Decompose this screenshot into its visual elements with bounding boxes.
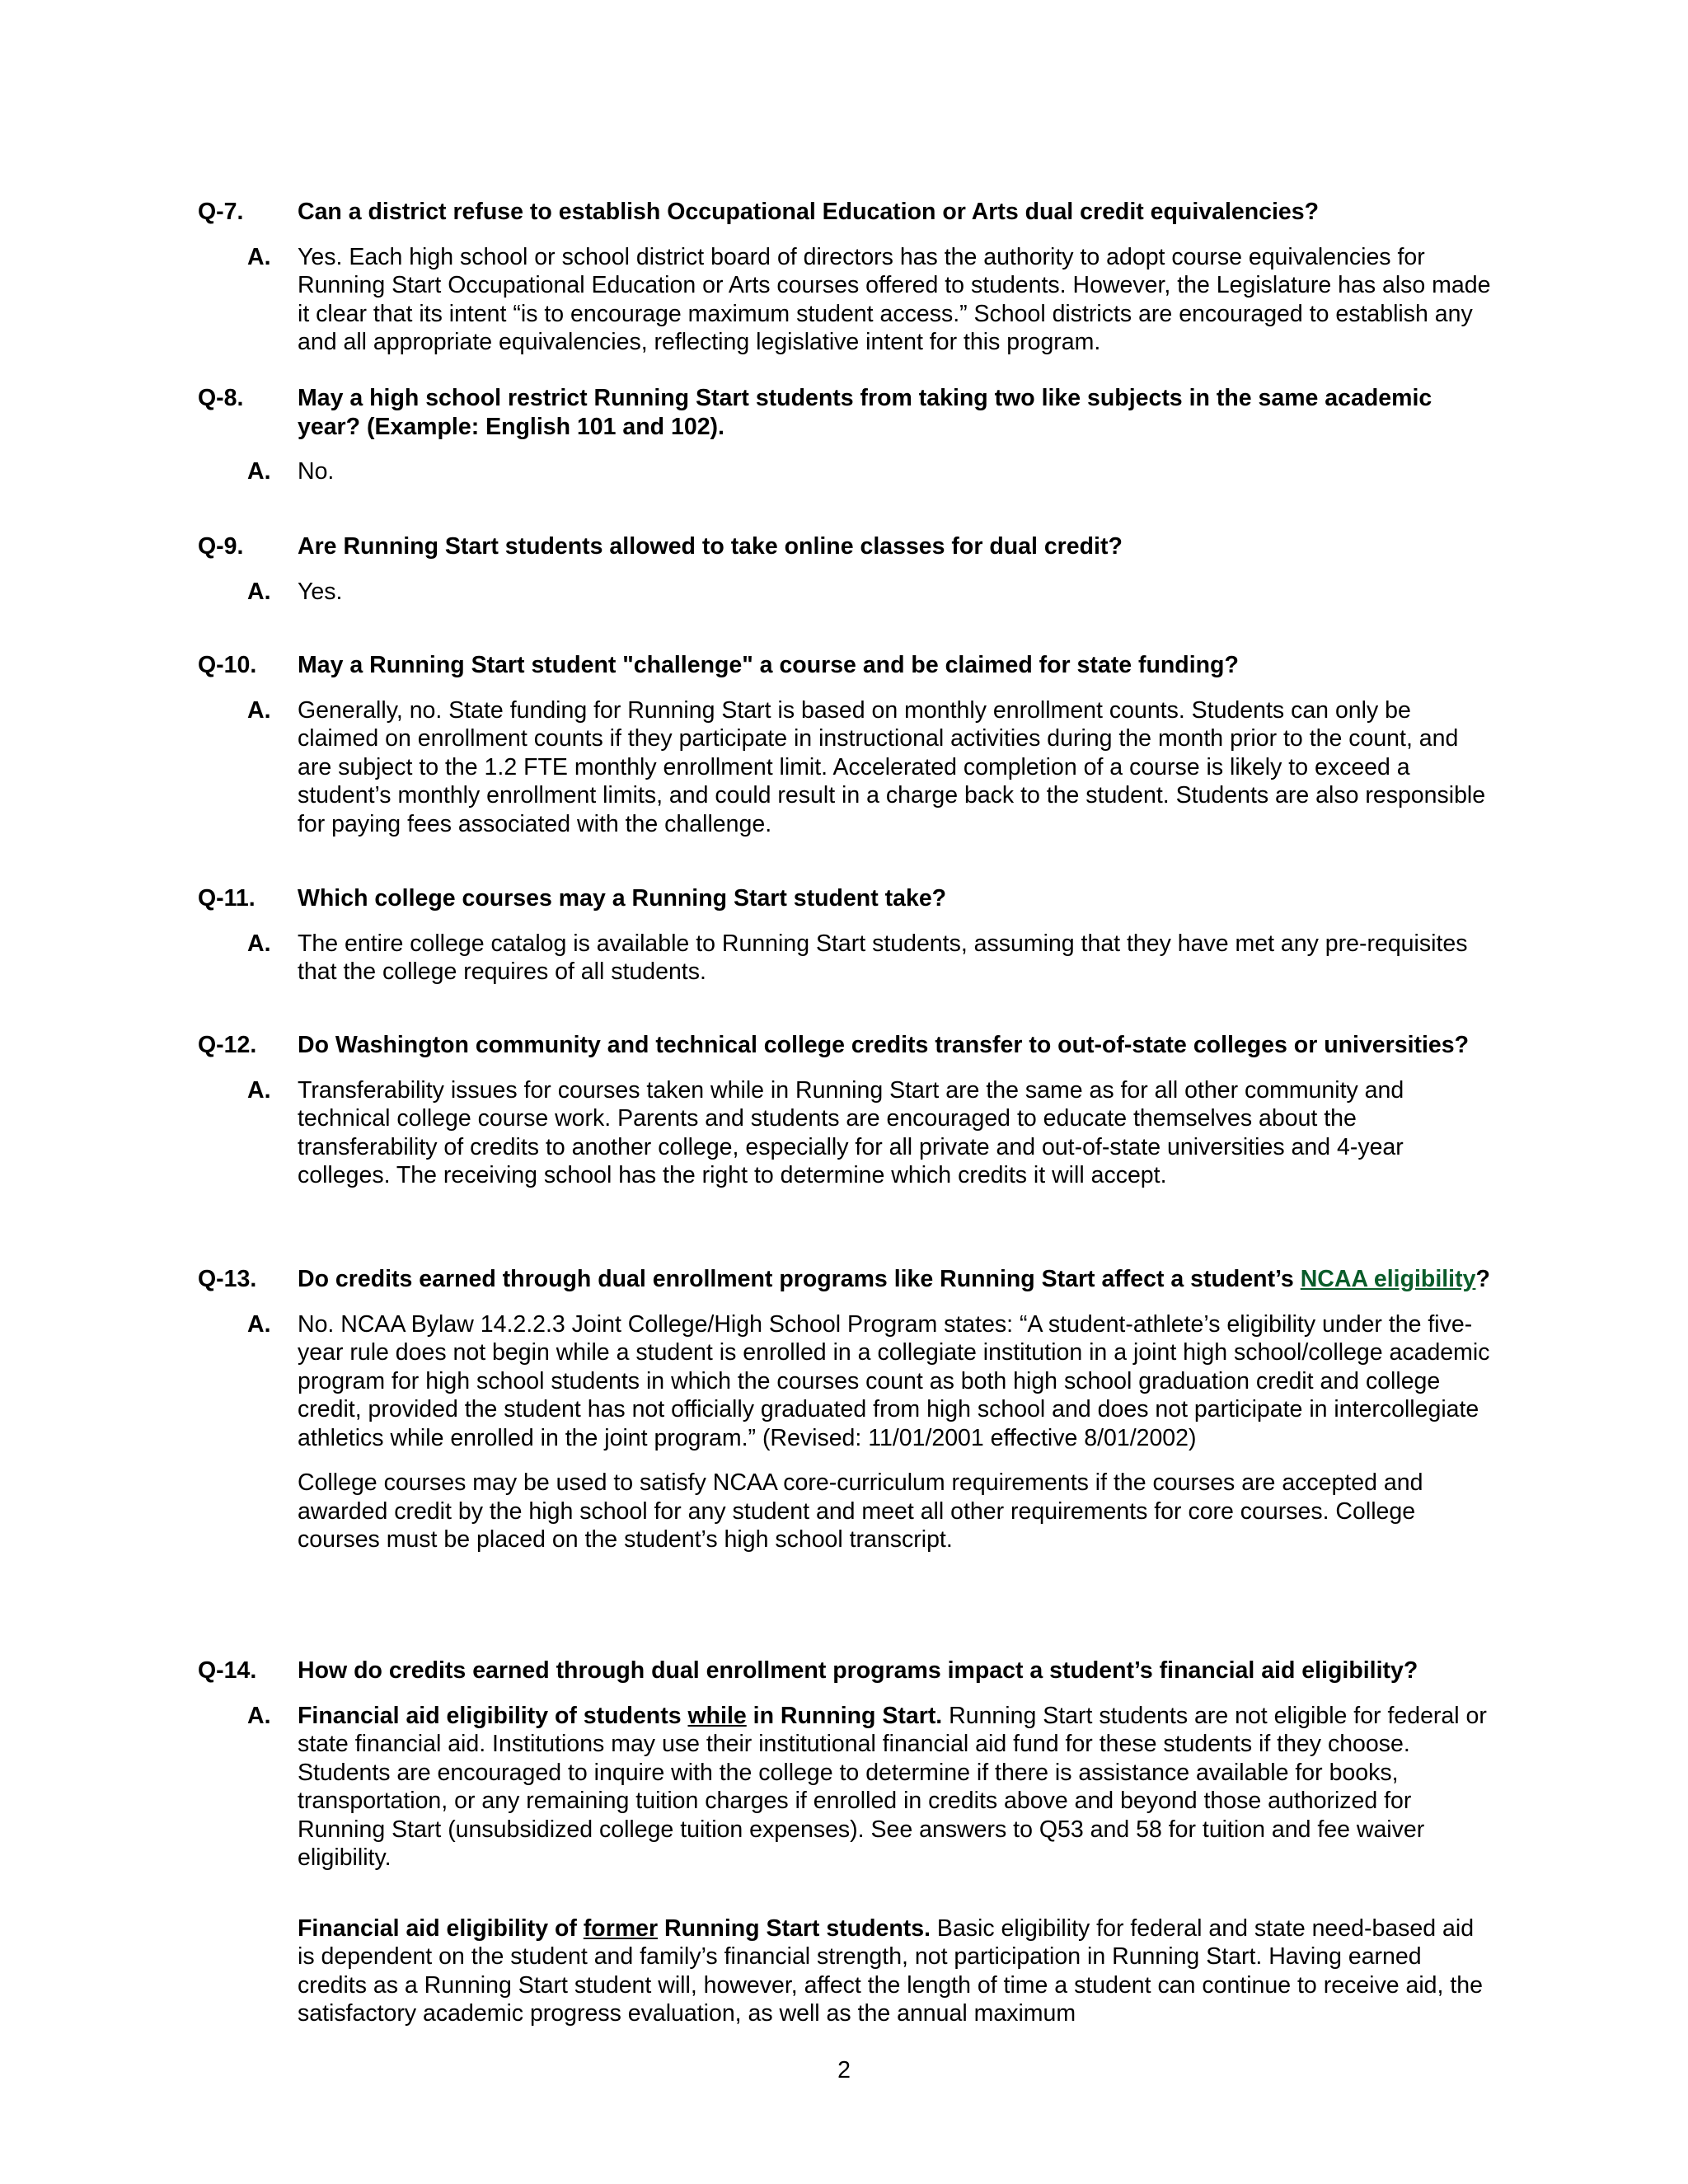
paragraph-heading bbox=[298, 1703, 942, 1729]
heading-text: Financial aid eligibility of students bbox=[298, 1702, 688, 1729]
question bbox=[0, 532, 1688, 561]
answer bbox=[0, 1076, 1688, 1190]
question-text-start: Do credits earned through dual enrollment programs like Running Start affect a student’s bbox=[298, 1266, 1301, 1292]
answer-text: Generally, no. State funding for Running Start is based on monthly enrollment counts. Students can only be claimed on enrollment counts if they participate in instructional activities during the month prior to the count, and are subject to the 1.2 FTE monthly enrollment limit. Accelerated completion of a course is likely to exceed a student’s monthly enrollment limits, and could result in a charge back to the student. Students are also responsible for paying fees associated with the challenge. bbox=[298, 696, 1486, 837]
question bbox=[0, 384, 1688, 441]
answer-label: A. bbox=[247, 458, 271, 485]
heading-text: Financial aid eligibility of bbox=[298, 1915, 584, 1942]
question bbox=[0, 884, 1688, 913]
question bbox=[0, 1657, 1688, 1685]
qa-item-q7 bbox=[0, 198, 1688, 357]
question-number: Q-14. bbox=[198, 1657, 257, 1684]
answer-text: No. bbox=[298, 458, 335, 485]
heading-underlined: former bbox=[583, 1915, 659, 1942]
answer-paragraph: No. NCAA Bylaw 14.2.2.3 Joint College/High School Program states: “A student-athlete’s eligibility under the five-year rule does not begin while a student is enrolled in a collegiate institution in a joint high school/college academic program for high school students in which the courses count as both high school graduation credit and college credit, provided the student has not officially graduated from high school and does not participate in intercollegiate athletics while enrolled in the joint program.” (Revised: 11/01/2001 effective 8/01/2002) bbox=[298, 1310, 1490, 1451]
heading-text: in Running Start. bbox=[746, 1702, 943, 1729]
question bbox=[0, 1031, 1688, 1060]
answer-label: A. bbox=[247, 1702, 271, 1729]
question-text: May a high school restrict Running Start students from taking two like subjects in the same academic year? (Example: English 101 and 102). bbox=[298, 385, 1432, 440]
question bbox=[0, 651, 1688, 680]
question-number: Q-13. bbox=[198, 1266, 257, 1292]
question-number: Q-8. bbox=[198, 385, 244, 411]
answer-label: A. bbox=[247, 696, 271, 724]
answer-label: A. bbox=[247, 1310, 271, 1338]
question-number: Q-7. bbox=[198, 199, 244, 225]
question-number: Q-10. bbox=[198, 652, 257, 678]
qa-item-q9 bbox=[0, 532, 1688, 606]
answer-text: Yes. Each high school or school district board of directors has the authority to adopt course equivalencies for Running Start Occupational Education or Arts courses offered to students. However, the Legislature has also made it clear that its intent “is to encourage maximum student access.” School districts are encouraged to establish any and all appropriate equivalencies, reflecting legislative intent for this program. bbox=[298, 243, 1491, 355]
answer-body bbox=[298, 1310, 1493, 1554]
question-text: Do Washington community and technical college credits transfer to out-of-state colleges or universities? bbox=[298, 1032, 1470, 1058]
answer-label: A. bbox=[247, 930, 271, 957]
question-text: May a Running Start student "challenge" a course and be claimed for state funding? bbox=[298, 652, 1239, 678]
paragraph-text: Running Start students are not eligible for federal or state financial aid. Institutions may use their institutional financial aid fund for these students if they choose. Students are encouraged to inquire with the college to determine if there is assistance available for books, transportation, or any remaining tuition charges if enrolled in credits above and beyond those authorized for Running Start (unsubsidized college tuition expenses). See answers to Q53 and 58 for tuition and fee waiver eligibility. bbox=[298, 1702, 1487, 1871]
qa-item-q14 bbox=[0, 1657, 1688, 2028]
qa-item-q13 bbox=[0, 1265, 1688, 1554]
question bbox=[0, 198, 1688, 227]
answer-text: The entire college catalog is available to Running Start students, assuming that they have met any pre-requisites that the college requires of all students. bbox=[298, 930, 1468, 985]
answer bbox=[0, 1310, 1688, 1554]
answer-text: Yes. bbox=[298, 578, 343, 605]
qa-item-q10 bbox=[0, 651, 1688, 838]
question-text: Are Running Start students allowed to take online classes for dual credit? bbox=[298, 533, 1123, 560]
answer-text: Transferability issues for courses taken while in Running Start are the same as for all other community and technical college course work. Parents and students are encouraged to educate themselves about the transferability of credits to another college, especially for all private and out-of-state universities and 4-year colleges. The receiving school has the right to determine which credits it will accept. bbox=[298, 1076, 1404, 1188]
question-number: Q-9. bbox=[198, 533, 244, 560]
qa-item-q12 bbox=[0, 1031, 1688, 1190]
heading-underlined: while bbox=[687, 1702, 747, 1729]
paragraph-text: Basic eligibility for federal and state need-based aid is dependent on the student and family’s financial strength, not participation in Running Start. Having earned credits as a Running Start student will, however, affect the length of time a student can continue to receive aid, the satisfactory academic progress evaluation, as well as the annual maximum bbox=[298, 1915, 1483, 2027]
question-text-end: ? bbox=[1475, 1266, 1490, 1292]
answer bbox=[0, 243, 1688, 357]
answer bbox=[0, 1702, 1688, 2028]
answer bbox=[0, 930, 1688, 987]
answer-paragraph bbox=[298, 1915, 1493, 2028]
answer-label: A. bbox=[247, 1076, 271, 1104]
answer-paragraph bbox=[298, 1702, 1493, 1872]
question-text: Can a district refuse to establish Occupational Education or Arts dual credit equivalencies? bbox=[298, 199, 1319, 225]
ncaa-eligibility-link[interactable]: NCAA eligibility bbox=[1300, 1266, 1476, 1292]
answer-label: A. bbox=[247, 578, 271, 605]
answer bbox=[0, 457, 1688, 486]
qa-item-q8 bbox=[0, 384, 1688, 486]
answer-body bbox=[298, 1702, 1493, 2028]
heading-text: Running Start students. bbox=[658, 1915, 931, 1942]
question bbox=[0, 1265, 1688, 1294]
answer-label: A. bbox=[247, 243, 271, 270]
question-number: Q-12. bbox=[198, 1032, 257, 1058]
page-number: 2 bbox=[837, 2057, 851, 2083]
paragraph-heading bbox=[298, 1915, 931, 1942]
question-text bbox=[298, 1265, 1493, 1294]
question-number: Q-11. bbox=[198, 885, 256, 912]
answer bbox=[0, 696, 1688, 839]
question-text: Which college courses may a Running Start student take? bbox=[298, 885, 947, 912]
answer bbox=[0, 578, 1688, 607]
question-text: How do credits earned through dual enrollment programs impact a student’s financial aid eligibility? bbox=[298, 1657, 1418, 1684]
answer-paragraph: College courses may be used to satisfy NCAA core-curriculum requirements if the courses are accepted and awarded credit by the high school for any student and meet all other requirements for core courses. College courses must be placed on the student’s high school transcript. bbox=[298, 1469, 1423, 1553]
qa-item-q11 bbox=[0, 884, 1688, 987]
